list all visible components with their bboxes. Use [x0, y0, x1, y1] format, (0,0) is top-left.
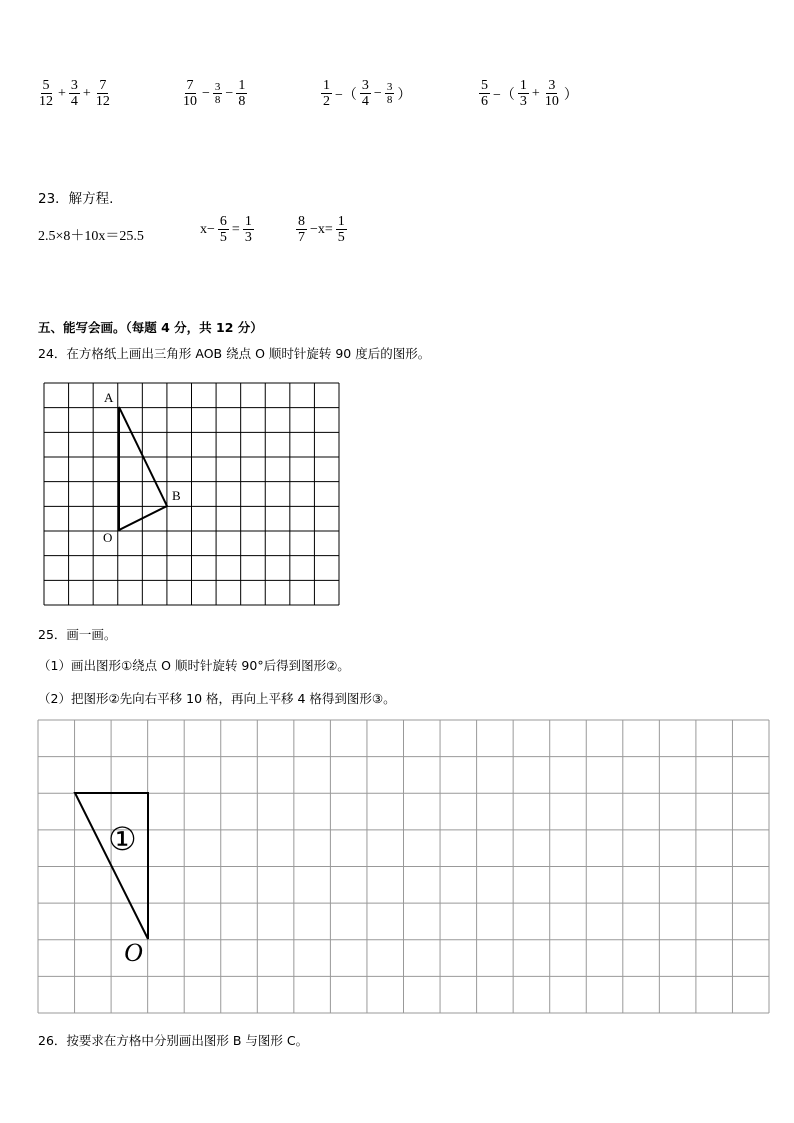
q22-expression-3: $\frac{1}{2}$ −（ $\frac{3}{4}$ − $\frac{3}{8}$ ）	[323, 78, 412, 109]
point-label-b: B	[172, 488, 181, 503]
fraction: $\frac{3}{8}$	[386, 81, 393, 106]
fraction: $\frac{5}{12}$	[39, 78, 53, 109]
q23-title: 23．解方程.	[38, 191, 114, 207]
fraction: $\frac{1}{2}$	[323, 78, 330, 109]
fraction: $\frac{8}{7}$	[298, 214, 305, 245]
q26-title: 26．按要求在方格中分别画出图形 B 与图形 C。	[38, 1033, 309, 1048]
q23-equation-2: x− $\frac{6}{5}$ = $\frac{1}{3}$	[200, 214, 252, 245]
q25-sub-2: （2）把图形②先向右平移 10 格，再向上平移 4 格得到图形③。	[38, 691, 396, 706]
fraction: $\frac{3}{4}$	[70, 78, 78, 109]
q23-equation-3: $\frac{8}{7}$ −x= $\frac{1}{5}$	[298, 214, 345, 245]
fraction: $\frac{3}{10}$	[544, 78, 559, 109]
point-label-a: A	[104, 390, 114, 405]
q25-sub-1: （1）画出图形①绕点 O 顺时针旋转 90°后得到图形②。	[38, 658, 350, 673]
section-5-heading: 五、能写会画。（每题 4 分，共 12 分）	[38, 320, 263, 335]
fraction: $\frac{6}{5}$	[219, 214, 227, 245]
point-label-o: O	[103, 530, 113, 545]
q22-expression-1: $\frac{5}{12}$ + $\frac{3}{4}$ + $\frac{7}{12}$	[39, 78, 110, 109]
fraction: $\frac{3}{4}$	[361, 78, 369, 109]
triangle-aob	[119, 407, 167, 530]
fraction: $\frac{1}{8}$	[238, 78, 246, 109]
fraction: $\frac{1}{3}$	[244, 214, 252, 245]
q22-expression-4: $\frac{5}{6}$ −（ $\frac{1}{3}$ + $\frac{3}{10}$ ）	[481, 78, 578, 109]
q23-equation-1: 2.5×8＋10x＝25.5	[38, 229, 144, 244]
q24-title: 24．在方格纸上画出三角形 AOB 绕点 O 顺时针旋转 90 度后的图形。	[38, 346, 431, 361]
fraction: $\frac{7}{10}$	[183, 78, 197, 109]
fraction: $\frac{5}{6}$	[481, 78, 488, 109]
q25-title: 25．画一画。	[38, 627, 117, 642]
q24-grid	[44, 383, 339, 605]
point-label-o-italic: O	[124, 938, 143, 967]
q25-grid	[38, 720, 769, 1013]
fraction: $\frac{3}{8}$	[214, 81, 221, 106]
fraction: $\frac{1}{3}$	[519, 78, 527, 109]
q22-expression-2: $\frac{7}{10}$ − $\frac{3}{8}$ − $\frac{1}{8}$	[183, 78, 246, 109]
fraction: $\frac{1}{5}$	[337, 214, 345, 245]
fraction: $\frac{7}{12}$	[95, 78, 110, 109]
shape-1-label: ①	[108, 820, 137, 858]
